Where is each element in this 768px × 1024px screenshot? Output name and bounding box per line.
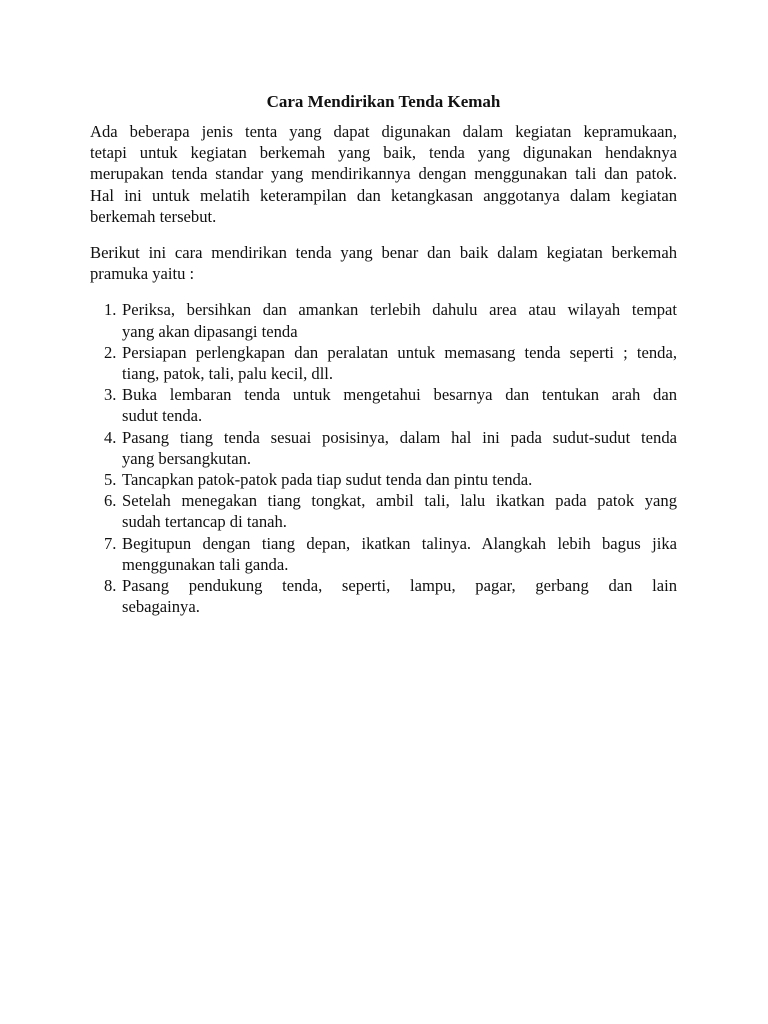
list-number: 5. [104,470,117,490]
steps-list [90,299,677,617]
text-line: pramuka yaitu : [90,264,195,284]
text-line: sudut tenda. [122,406,203,426]
list-number: 6. [104,491,117,511]
text-line: berkemah tersebut. [90,206,217,226]
text-line: Begitupun dengan tiang depan, ikatkan talinya. Alangkah lebih bagus jika [122,533,677,553]
text-line: tiang, patok, tali, palu kecil, dll. [122,364,334,384]
list-item [90,469,677,490]
text-line: sudah tertancap di tanah. [122,512,287,532]
list-number: 4. [104,427,117,447]
text-line: menggunakan tali ganda. [122,554,289,574]
text-line: merupakan tenda standar yang mendirikannya dengan menggunakan tali dan patok. [90,164,677,184]
text-line: Pasang pendukung tenda, seperti, lampu, pagar, gerbang dan lain [122,576,677,596]
text-line: Pasang tiang tenda sesuai posisinya, dalam hal ini pada sudut-sudut tenda [122,427,677,447]
text-line: Persiapan perlengkapan dan peralatan untuk memasang tenda seperti ; tenda, [122,342,677,362]
list-number: 2. [104,342,117,362]
list-item [90,575,677,617]
document-page [90,91,677,617]
document-title: Cara Mendirikan Tenda Kemah [266,92,501,111]
list-number: 7. [104,533,117,553]
text-line: yang bersangkutan. [122,448,252,468]
list-item [90,490,677,532]
text-line: yang akan dipasangi tenda [122,321,298,341]
text-line: Buka lembaran tenda untuk mengetahui besarnya dan tentukan arah dan [122,385,677,405]
text-line: Periksa, bersihkan dan amankan terlebih dahulu area atau wilayah tempat [122,300,677,320]
list-number: 1. [104,300,117,320]
text-line: Ada beberapa jenis tenta yang dapat digunakan dalam kegiatan kepramukaan, [90,122,677,141]
paragraph [90,121,677,227]
list-item [90,342,677,384]
list-number: 8. [104,576,117,596]
text-line: sebagainya. [122,597,200,617]
text-line: Setelah menegakan tiang tongkat, ambil tali, lalu ikatkan pada patok yang [122,491,677,511]
list-item [90,427,677,469]
paragraph [90,242,677,284]
list-number: 3. [104,385,117,405]
list-item [90,533,677,575]
text-line: Berikut ini cara mendirikan tenda yang benar dan baik dalam kegiatan berkemah [90,243,677,263]
list-item [90,299,677,341]
list-item [90,384,677,426]
text-line: Hal ini untuk melatih keterampilan dan ketangkasan anggotanya dalam kegiatan [90,185,677,205]
text-line: Tancapkan patok-patok pada tiap sudut tenda dan pintu tenda. [122,470,533,490]
text-line: tetapi untuk kegiatan berkemah yang baik, tenda yang digunakan hendaknya [90,143,677,163]
